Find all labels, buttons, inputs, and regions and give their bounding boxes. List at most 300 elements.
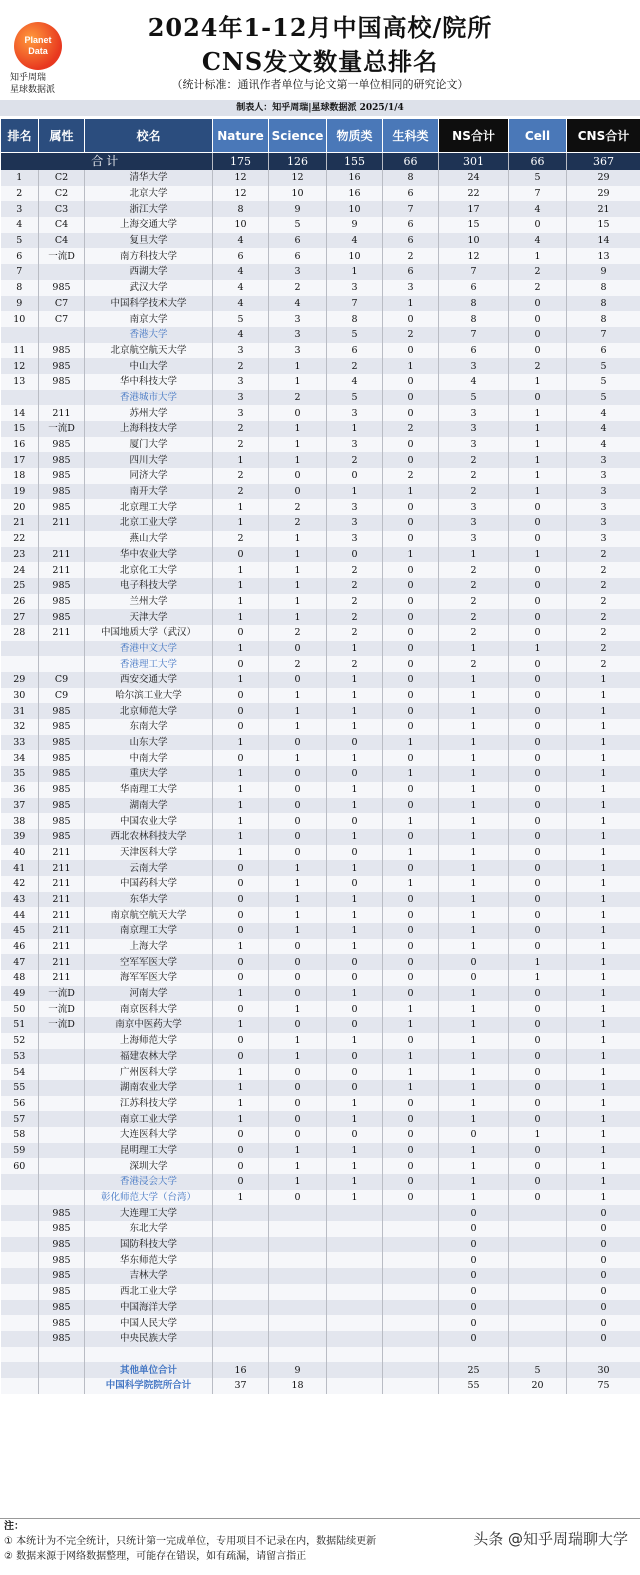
cell-physical: 0 — [327, 1064, 383, 1080]
cell-cns: 3 — [567, 499, 640, 515]
cell-rank — [1, 1205, 39, 1221]
cell-ns: 24 — [439, 170, 509, 186]
cell-ns: 7 — [439, 264, 509, 280]
cell-rank: 27 — [1, 609, 39, 625]
cell-cell: 1 — [509, 1127, 567, 1143]
cell-rank: 56 — [1, 1096, 39, 1112]
cell-attr — [39, 1096, 85, 1112]
cell-attr: 985 — [39, 343, 85, 359]
cell-science: 1 — [269, 421, 327, 437]
cell-cns: 1 — [567, 986, 640, 1002]
cell-ns: 1 — [439, 1001, 509, 1017]
cell-cell: 0 — [509, 609, 567, 625]
cell-nature: 1 — [213, 735, 269, 751]
cell-cns: 5 — [567, 390, 640, 406]
cell-life: 1 — [383, 1064, 439, 1080]
cell-science: 1 — [269, 750, 327, 766]
cell-cell: 0 — [509, 390, 567, 406]
cell-science: 1 — [269, 907, 327, 923]
cell-rank: 13 — [1, 374, 39, 390]
cell-life — [383, 1362, 439, 1378]
cell-ns: 1 — [439, 735, 509, 751]
table-row — [1, 1174, 640, 1190]
cell-ns: 1 — [439, 547, 509, 563]
cell-physical: 1 — [327, 719, 383, 735]
cell-nature: 3 — [213, 405, 269, 421]
cell-life: 6 — [383, 233, 439, 249]
cell-life: 0 — [383, 829, 439, 845]
cell-nature: 0 — [213, 1033, 269, 1049]
cell-science: 1 — [269, 688, 327, 704]
cell-cns: 2 — [567, 641, 640, 657]
table-row — [1, 531, 640, 547]
total-cell: 66 — [509, 153, 567, 171]
cell-rank: 18 — [1, 468, 39, 484]
cell-cns: 2 — [567, 625, 640, 641]
cell-cell: 0 — [509, 672, 567, 688]
cell-rank: 32 — [1, 719, 39, 735]
cell-attr: 985 — [39, 735, 85, 751]
table-row — [1, 468, 640, 484]
cell-school: 燕山大学 — [85, 531, 213, 547]
cell-attr: C2 — [39, 170, 85, 186]
table-row — [1, 343, 640, 359]
cell-rank: 3 — [1, 201, 39, 217]
table-row — [1, 939, 640, 955]
cell-physical — [327, 1205, 383, 1221]
cell-rank: 55 — [1, 1080, 39, 1096]
cell-nature: 2 — [213, 358, 269, 374]
table-row — [1, 1331, 640, 1347]
cell-ns: 3 — [439, 358, 509, 374]
cell-rank: 46 — [1, 939, 39, 955]
table-row — [1, 609, 640, 625]
cell-attr — [39, 531, 85, 547]
cell-physical: 0 — [327, 766, 383, 782]
cell-science — [269, 1252, 327, 1268]
table-row — [1, 625, 640, 641]
cell-rank: 59 — [1, 1143, 39, 1159]
cell-rank: 19 — [1, 484, 39, 500]
cell-physical: 0 — [327, 547, 383, 563]
cell-school: 中国科学技术大学 — [85, 296, 213, 312]
cell-ns: 1 — [439, 766, 509, 782]
cell-physical: 1 — [327, 907, 383, 923]
cell-cns: 0 — [567, 1331, 640, 1347]
cell-cell — [509, 1300, 567, 1316]
cell-physical: 3 — [327, 280, 383, 296]
cell-ns: 8 — [439, 296, 509, 312]
cell-nature: 3 — [213, 390, 269, 406]
cell-attr: 985 — [39, 813, 85, 829]
cell-rank: 5 — [1, 233, 39, 249]
cell-nature — [213, 1252, 269, 1268]
note-2: ② 数据来源于网络数据整理，可能存在错误，如有疏漏，请留言指正 — [4, 1549, 640, 1564]
cell-ns: 1 — [439, 986, 509, 1002]
cell-nature: 2 — [213, 437, 269, 453]
cell-science: 0 — [269, 1127, 327, 1143]
cell-cell: 2 — [509, 280, 567, 296]
cell-life: 0 — [383, 672, 439, 688]
cell-cns: 2 — [567, 578, 640, 594]
cell-science: 1 — [269, 1143, 327, 1159]
table-row — [1, 1362, 640, 1378]
cell-school: 清华大学 — [85, 170, 213, 186]
cell-life: 0 — [383, 452, 439, 468]
cell-physical: 3 — [327, 531, 383, 547]
cell-cell — [509, 1315, 567, 1331]
cell-nature: 2 — [213, 484, 269, 500]
cell-attr: C7 — [39, 311, 85, 327]
cell-school: 广州医科大学 — [85, 1064, 213, 1080]
cell-science: 12 — [269, 170, 327, 186]
cell-ns: 1 — [439, 672, 509, 688]
cell-life: 0 — [383, 405, 439, 421]
cell-cell: 0 — [509, 798, 567, 814]
cell-cell: 0 — [509, 327, 567, 343]
cell-attr: C9 — [39, 688, 85, 704]
cell-science: 1 — [269, 562, 327, 578]
cell-nature: 1 — [213, 829, 269, 845]
cell-ns: 22 — [439, 186, 509, 202]
cell-science: 1 — [269, 1001, 327, 1017]
cell-life: 0 — [383, 939, 439, 955]
cell-rank: 52 — [1, 1033, 39, 1049]
cell-attr — [39, 1111, 85, 1127]
cell-cns: 8 — [567, 311, 640, 327]
table-row — [1, 1111, 640, 1127]
cell-life: 0 — [383, 562, 439, 578]
cell-cell: 0 — [509, 719, 567, 735]
cell-physical: 0 — [327, 970, 383, 986]
cell-rank — [1, 327, 39, 343]
cell-attr — [39, 390, 85, 406]
cell-nature: 4 — [213, 233, 269, 249]
cell-rank: 28 — [1, 625, 39, 641]
cell-cell: 0 — [509, 923, 567, 939]
cell-school: 西北工业大学 — [85, 1284, 213, 1300]
cell-attr — [39, 1190, 85, 1206]
cell-school: 复旦大学 — [85, 233, 213, 249]
cell-ns: 2 — [439, 562, 509, 578]
cell-cell: 0 — [509, 594, 567, 610]
cell-nature: 1 — [213, 562, 269, 578]
cell-attr: 985 — [39, 1315, 85, 1331]
cell-school: 上海师范大学 — [85, 1033, 213, 1049]
cell-life: 0 — [383, 860, 439, 876]
cell-life — [383, 1315, 439, 1331]
cell-life: 6 — [383, 264, 439, 280]
cell-rank: 38 — [1, 813, 39, 829]
col-school: 校名 — [85, 119, 213, 153]
cell-school: 香港大学 — [85, 327, 213, 343]
cell-attr — [39, 1080, 85, 1096]
table-row — [1, 845, 640, 861]
cell-ns: 0 — [439, 1284, 509, 1300]
cell-attr: 211 — [39, 923, 85, 939]
table-row — [1, 437, 640, 453]
cell-nature: 37 — [213, 1378, 269, 1394]
cell-attr — [39, 1362, 85, 1378]
cell-school: 东北大学 — [85, 1221, 213, 1237]
cell-science: 0 — [269, 405, 327, 421]
logo-sub2: 星球数据派 — [10, 84, 55, 96]
table-row — [1, 970, 640, 986]
cell-nature: 6 — [213, 248, 269, 264]
cell-rank: 21 — [1, 515, 39, 531]
cell-attr: C4 — [39, 233, 85, 249]
cell-rank: 20 — [1, 499, 39, 515]
cell-life: 0 — [383, 954, 439, 970]
table-row — [1, 907, 640, 923]
cell-rank: 6 — [1, 248, 39, 264]
cell-attr — [39, 1033, 85, 1049]
cell-cns: 9 — [567, 264, 640, 280]
cell-science: 0 — [269, 1111, 327, 1127]
total-label: 合计 — [1, 153, 213, 171]
cell-rank: 22 — [1, 531, 39, 547]
table-row — [1, 782, 640, 798]
cell-nature: 1 — [213, 782, 269, 798]
cell-ns — [439, 1347, 509, 1363]
cell-rank: 42 — [1, 876, 39, 892]
cell-life: 1 — [383, 358, 439, 374]
cell-physical: 1 — [327, 421, 383, 437]
table-row — [1, 1080, 640, 1096]
cell-cell: 0 — [509, 750, 567, 766]
cell-attr: 985 — [39, 594, 85, 610]
cell-school: 空军军医大学 — [85, 954, 213, 970]
cell-ns: 0 — [439, 1300, 509, 1316]
cell-attr: 985 — [39, 452, 85, 468]
table-row — [1, 248, 640, 264]
cell-rank — [1, 1237, 39, 1253]
cell-attr: C3 — [39, 201, 85, 217]
cell-physical: 10 — [327, 248, 383, 264]
cell-school: 四川大学 — [85, 452, 213, 468]
cell-cns: 1 — [567, 876, 640, 892]
cell-cns: 1 — [567, 1111, 640, 1127]
cell-science: 2 — [269, 656, 327, 672]
cell-physical — [327, 1237, 383, 1253]
cell-school: 华中农业大学 — [85, 547, 213, 563]
cell-nature: 2 — [213, 468, 269, 484]
table-row — [1, 264, 640, 280]
table-row — [1, 719, 640, 735]
cell-rank: 10 — [1, 311, 39, 327]
cell-physical: 1 — [327, 798, 383, 814]
cell-physical: 9 — [327, 217, 383, 233]
cell-science: 2 — [269, 515, 327, 531]
cell-school: 南京中医药大学 — [85, 1017, 213, 1033]
header-row — [1, 119, 640, 153]
cell-physical — [327, 1315, 383, 1331]
cell-cell: 0 — [509, 860, 567, 876]
cell-attr: 985 — [39, 358, 85, 374]
cell-nature — [213, 1331, 269, 1347]
cell-cns: 4 — [567, 437, 640, 453]
cell-attr: 211 — [39, 547, 85, 563]
cell-ns: 3 — [439, 499, 509, 515]
cell-science: 1 — [269, 437, 327, 453]
cell-life: 0 — [383, 1033, 439, 1049]
cell-attr: 985 — [39, 1268, 85, 1284]
cell-attr: 985 — [39, 578, 85, 594]
cell-attr: 985 — [39, 798, 85, 814]
cell-school: 中国科学院院所合计 — [85, 1378, 213, 1394]
total-ns: 301 — [439, 153, 509, 171]
cell-nature: 3 — [213, 343, 269, 359]
cell-physical — [327, 1284, 383, 1300]
cell-cns: 0 — [567, 1284, 640, 1300]
cell-cell: 0 — [509, 782, 567, 798]
table-row — [1, 1300, 640, 1316]
cell-attr: 211 — [39, 970, 85, 986]
cell-cell: 1 — [509, 248, 567, 264]
cell-physical: 1 — [327, 892, 383, 908]
cell-attr: C2 — [39, 186, 85, 202]
cell-science: 0 — [269, 939, 327, 955]
cell-life: 1 — [383, 1017, 439, 1033]
cell-rank: 31 — [1, 703, 39, 719]
table-row — [1, 688, 640, 704]
cell-cns: 1 — [567, 860, 640, 876]
cell-life: 2 — [383, 327, 439, 343]
cell-life: 0 — [383, 311, 439, 327]
cell-life: 1 — [383, 735, 439, 751]
cell-science: 1 — [269, 609, 327, 625]
cell-life — [383, 1205, 439, 1221]
cell-attr — [39, 1158, 85, 1174]
cell-physical: 1 — [327, 986, 383, 1002]
cell-physical: 5 — [327, 327, 383, 343]
cell-life: 1 — [383, 1001, 439, 1017]
cell-physical: 2 — [327, 578, 383, 594]
cell-rank: 35 — [1, 766, 39, 782]
cell-science — [269, 1284, 327, 1300]
cell-life — [383, 1284, 439, 1300]
page-title-line2: CNS发文数量总排名 — [0, 42, 640, 77]
cell-cell: 0 — [509, 735, 567, 751]
cell-science: 1 — [269, 923, 327, 939]
cell-attr — [39, 1127, 85, 1143]
notes-label: 注： — [4, 1519, 640, 1534]
cell-school: 其他单位合计 — [85, 1362, 213, 1378]
cell-life: 6 — [383, 217, 439, 233]
cell-cell: 1 — [509, 954, 567, 970]
cell-attr: 985 — [39, 829, 85, 845]
cell-nature — [213, 1268, 269, 1284]
cell-physical: 1 — [327, 1033, 383, 1049]
cell-ns: 0 — [439, 1221, 509, 1237]
cell-life: 1 — [383, 484, 439, 500]
table-row — [1, 860, 640, 876]
table-row — [1, 798, 640, 814]
cell-attr: 211 — [39, 845, 85, 861]
cell-cns: 1 — [567, 1080, 640, 1096]
cell-school: 河南大学 — [85, 986, 213, 1002]
cell-nature: 4 — [213, 327, 269, 343]
cell-physical: 1 — [327, 641, 383, 657]
subtitle: （统计标准：通讯作者单位与论文第一单位相同的研究论文） — [0, 76, 640, 92]
cell-school: 南京理工大学 — [85, 923, 213, 939]
cell-cell: 0 — [509, 1064, 567, 1080]
total-row — [1, 153, 640, 171]
cell-nature: 4 — [213, 296, 269, 312]
cell-rank: 50 — [1, 1001, 39, 1017]
table-row — [1, 703, 640, 719]
cell-rank: 58 — [1, 1127, 39, 1143]
cell-school: 北京工业大学 — [85, 515, 213, 531]
cell-ns: 6 — [439, 280, 509, 296]
table-row — [1, 280, 640, 296]
cell-cns: 0 — [567, 1221, 640, 1237]
cell-cns: 3 — [567, 515, 640, 531]
cell-cns: 30 — [567, 1362, 640, 1378]
cell-science: 0 — [269, 641, 327, 657]
cell-attr: 985 — [39, 1221, 85, 1237]
cell-attr: 一流D — [39, 986, 85, 1002]
cell-physical: 1 — [327, 923, 383, 939]
cell-attr: 211 — [39, 954, 85, 970]
cell-attr: 一流D — [39, 248, 85, 264]
cell-ns: 1 — [439, 1174, 509, 1190]
cell-ns: 0 — [439, 1127, 509, 1143]
cell-science — [269, 1205, 327, 1221]
cell-school: 南方科技大学 — [85, 248, 213, 264]
total-life: 66 — [383, 153, 439, 171]
cell-rank — [1, 656, 39, 672]
cell-life: 1 — [383, 766, 439, 782]
cell-cns: 1 — [567, 939, 640, 955]
cell-rank — [1, 1252, 39, 1268]
cell-nature: 0 — [213, 703, 269, 719]
cell-attr: 985 — [39, 750, 85, 766]
cell-life — [383, 1347, 439, 1363]
cell-school: 东华大学 — [85, 892, 213, 908]
cell-ns: 2 — [439, 452, 509, 468]
cell-nature: 0 — [213, 860, 269, 876]
cell-physical: 0 — [327, 1017, 383, 1033]
cell-school: 东南大学 — [85, 719, 213, 735]
cell-nature: 1 — [213, 1111, 269, 1127]
cell-life — [383, 1300, 439, 1316]
cell-cell: 0 — [509, 656, 567, 672]
cell-life: 0 — [383, 515, 439, 531]
cell-nature: 1 — [213, 798, 269, 814]
cell-cell: 2 — [509, 358, 567, 374]
cell-rank: 26 — [1, 594, 39, 610]
cell-science: 1 — [269, 1174, 327, 1190]
cell-life: 7 — [383, 201, 439, 217]
cell-cell: 0 — [509, 813, 567, 829]
cell-science — [269, 1237, 327, 1253]
cell-ns: 0 — [439, 954, 509, 970]
cell-cell: 0 — [509, 876, 567, 892]
cell-cns — [567, 1347, 640, 1363]
cell-science: 4 — [269, 296, 327, 312]
cell-physical — [327, 1347, 383, 1363]
cell-rank: 1 — [1, 170, 39, 186]
cell-life: 6 — [383, 186, 439, 202]
cell-science: 0 — [269, 1080, 327, 1096]
watermark-text: 头条 @知乎周瑞聊大学 — [473, 1528, 628, 1549]
cell-school: 华南理工大学 — [85, 782, 213, 798]
cell-attr: 985 — [39, 468, 85, 484]
cell-nature: 0 — [213, 876, 269, 892]
cell-cns: 1 — [567, 735, 640, 751]
cell-attr: 985 — [39, 280, 85, 296]
